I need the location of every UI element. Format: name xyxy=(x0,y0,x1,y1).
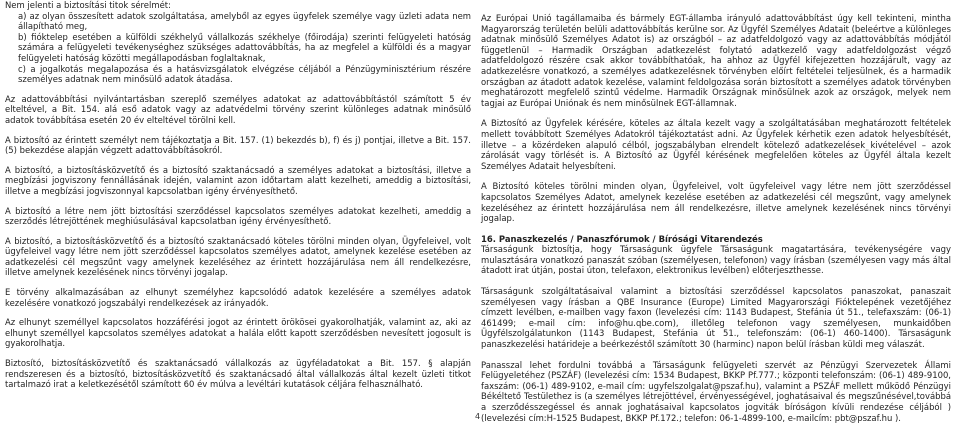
list-item: c) a jogalkotás megalapozása és a hatásvizsgálatok elvégzése céljából a Pénzügyminisztérium részére személyes adatnak nem minősülő adatok átadása. xyxy=(18,63,471,85)
list-item: a) az olyan összesített adatok szolgáltatása, amelyből az egyes ügyfelek személye vagy üzleti adata nem állapítható meg, xyxy=(18,10,471,32)
paragraph: Társaságunk biztosítja, hogy Társaságunk ügyfele Társaságunk magatartására, tevékenységére vagy mulasztására vonatkozó panaszát szóban (személyesen, telefonon) vagy írásban (személyesen vagy más által átadott irat útján, postai úton, telefaxon, elektronikus levélben) előterjeszthesse. xyxy=(481,244,951,276)
paragraph: Az elhunyt személlyel kapcsolatos hozzáférési jogot az érintett örökösei gyakorolhatják, valamint az, aki az elhunyt személlyel kapcsolatos személyes adatokat a halála előtt kapott szerződésben nevesített jogosult is gyakorolhatja. xyxy=(5,317,471,349)
paragraph: A biztosító, a biztosításközvetítő és a biztosító szaktanácsadó köteles törölni minden olyan, Ügyfeleivel, volt ügyfeleivel vagy létre nem jött szerződéssel kapcsolatos személyes adatot, amelynek kezelése esetében az adatkezelési cél megszűnt vagy amelynek kezeléséhez az érintett hozzájárulása nem áll rendelkezésre, illetve amelynek kezelésének nincs törvényi jogalap. xyxy=(5,235,471,278)
paragraph: E törvény alkalmazásában az elhunyt személyhez kapcsolódó adatok kezelésére a személyes adatok kezelésére vonatkozó jogszabályi rendelkezések az irányadók. xyxy=(5,287,471,308)
paragraph: Társaságunk szolgáltatásaival valamint a biztosítási szerződéssel kapcsolatos panaszokat, panaszait személyesen vagy írásban a QBE Insurance (Europe) Limited Magyarországi Fióktelepének vezetőjéhez címzett levélben, e-mailben vagy faxon (levelezési cím: 1143 Budapest, Stefánia út 51., telefaxszám: (06-1) 461499; e-mail cím: info@hu.qbe.com), illetőleg telefonon vagy személyesen, munkaidőben Ügyfélszolgálatunkon (1143 Budapest, Stefánia út 51., telefonszám: (06-1) 460-1400). Társaságunk panaszkezelési határideje a beérkezéstől számított 30 (harminc) napon belül írásban küldi meg válaszát. xyxy=(481,286,951,350)
page-number: 4 xyxy=(475,412,481,421)
paragraph: Az adattovábbítási nyilvántartásban szereplő személyes adatokat az adattovábbítástól számított 5 év elteltével, a Bit. 154. alá eső adatok vagy az adatvédelmi törvény szerint különleges adatnak minősülő adatok továbbítása esetén 20 év elteltével törölni kell. xyxy=(5,93,471,125)
section-heading: 16. Panaszkezelés / Panaszfórumok / Bírósági Vitarendezés xyxy=(481,233,763,244)
paragraph: A biztosító, a biztosításközvetítő és a biztosító szaktanácsadó a személyes adatokat a biztosítási, illetve a megbízási jogviszony fennállásának idején, valamint azon időtartam alatt kezelheti, ameddig a biztosítási, illetve a megbízási jogviszonnyal kapcsolatban igény érvényesíthető. xyxy=(5,164,471,196)
paragraph: A Biztosító köteles törölni minden olyan, Ügyfeleivel, volt ügyfeleivel vagy létre nem jött szerződéssel kapcsolatos Személyes Adatot, amelynek kezelése esetében az adatkezelési cél megszűnt, vagy amelynek kezeléséhez az érintett hozzájárulása nem áll rendelkezésre, illetve amelynek kezelésének nincs törvényi jogalap. xyxy=(481,181,951,224)
paragraph: Biztosító, biztosításközvetítő és szaktanácsadó vállalkozás az ügyféladatokat a Bit. 157. § alapján rendszeresen és a biztosító, biztosításközvetítő és szaktanácsadó által vállalkozás által kezelt üzleti titkot tartalmazó irat a keletkezésétől számított 60 év múlva a levéltári kutatások céljára felhasználható. xyxy=(5,358,471,390)
left-column xyxy=(5,0,471,390)
intro-line: Nem jelenti a biztosítási titok sérelmét: xyxy=(5,0,171,10)
list-item: b) fióktelep esetében a külföldi székhelyű vállalkozás székhelye (főirodája) szerinti felügyeleti hatóság számára a felügyeleti tevékenységhez szükséges adattovábbítás, ha az megfelel a külföldi és a magyar felügyeleti hatóság közötti megállapodásban foglaltaknak, xyxy=(18,31,471,63)
paragraph: A biztosító az érintett személyt nem tájékoztatja a Bit. 157. (1) bekezdés b), f) és j) pontjai, illetve a Bit. 157. (5) bekezdése alapján végzett adattovábbításokról. xyxy=(5,134,471,156)
paragraph: Panasszal lehet fordulni továbbá a Társaságunk felügyeleti szervét az Pénzügyi Szervezetek Állami Felügyeletéhez (PSZÁF) (levelezési cím: 1534 Budapest, BKKP Pf.777.; központi telefonszám: (06-1) 489-9100, faxszám: (06-1) 489-9102, e-mail cím: ugyfelszolgalat@pszaf.hu), valamint a PSZÁF mellett működő Pénzügyi Békéltető Testülethez is (a személyes létrejöttével, érvényességével, joghatásaival és megszűnésével,továbbá a szerződésszegéssel és annak joghatásaival kapcsolatos jogviták bíróságon kívüli rendezése céljából ) (levelezési cím:H-1525 Budapest, BKKP Pf.172.; telefon: 06-1-4899-100, e-mailcím: pbt@pszaf.hu ). xyxy=(481,359,951,423)
paragraph: A Biztosító az Ügyfelek kérésére, köteles az általa kezelt vagy a szolgáltatásában meghatározott feltételek mellett továbbított Személyes Adatokról tájékoztatást adni. Az Ügyfelek kérhetik ezen adatok helyesbítését, illetve – a közérdeken alapuló célból, jogszabályban elrendelt kötelező adatkezelések kivételével – azok zárolását vagy törlését is. A Biztosító az Ügyfél kérésének megfelelően köteles az Ügyfél általa kezelt Személyes Adatait helyesbíteni. xyxy=(481,118,951,171)
paragraph: A biztosító a létre nem jött biztosítási szerződéssel kapcsolatos személyes adatokat kezelheti, ameddig a szerződés létrejöttének meghiúsulásával kapcsolatban igény érvényesíthető. xyxy=(5,205,471,227)
paragraph: Az Európai Unió tagállamaiba és bármely EGT-államba irányuló adattovábbítást úgy kell tekinteni, mintha Magyarország területén belüli adattovábbítás kerülne sor. Az Ügyfél Személyes Adatait (beleértve a különleges adatnak minősülő Személyes Adatot is) az országból – az adatfeldolgozó vagy az adattovábbítás módjától függetlenül – Harmadik Országban adatkezelést folytató adatkezelő vagy adatfeldolgozást végző adatfeldolgozó részére csak akkor továbbíthatóak, ha ahhoz az Ügyfél kifejezetten hozzájárult, vagy az adatkezelésre vonatkozó, a személyes adatkezelésnek törvényben előírt feltételei teljesülnek, és a harmadik országban az átadott adatok kezelése, valamint feldolgozása során biztosított a személyes adatok törvényben meghatározott megfelelő szintű védelme. Harmadik Országnak minősülnek azok az országok, melyek nem tagjai az Európai Uniónak és nem minősülnek EGT-államnak. xyxy=(481,13,951,108)
right-column xyxy=(481,13,951,423)
